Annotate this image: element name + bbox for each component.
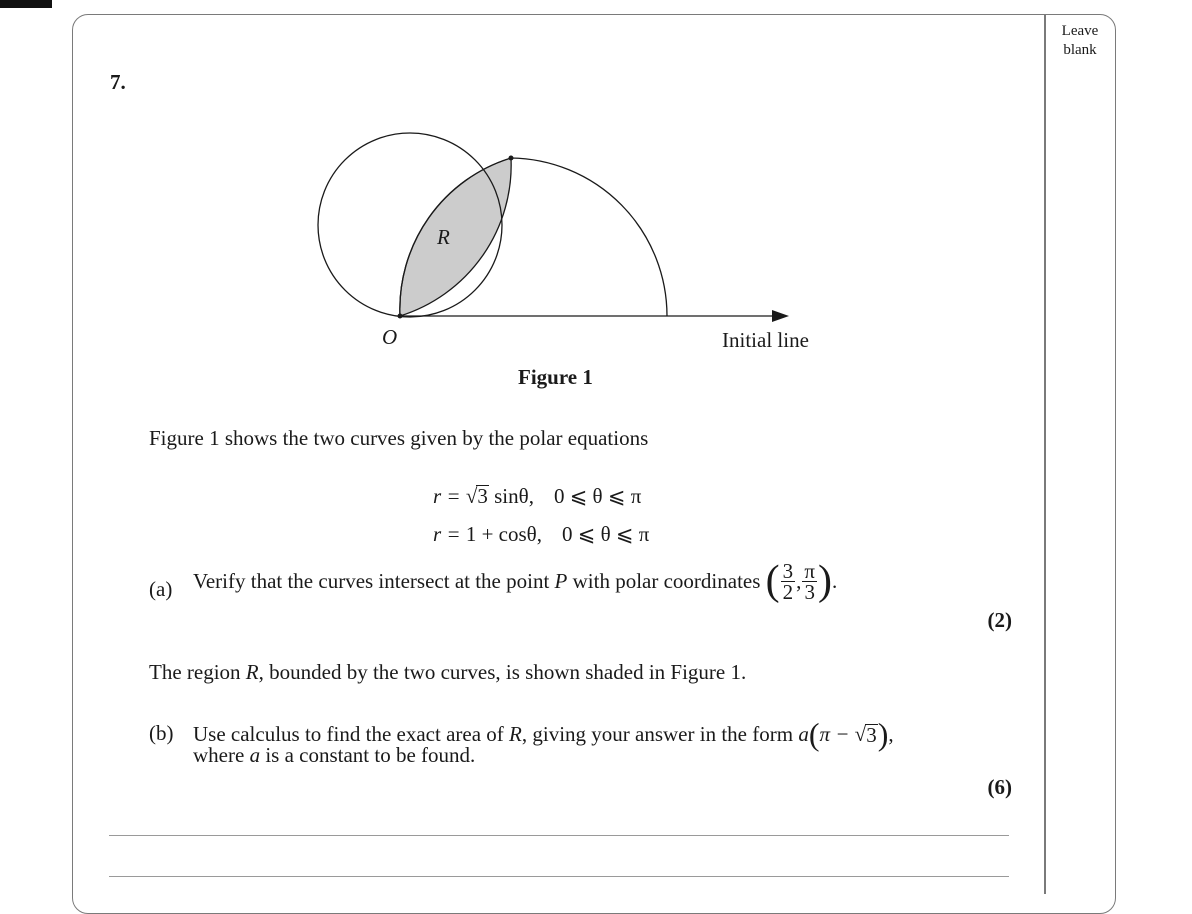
answer-line[interactable] [109, 835, 1009, 836]
part-b-line-1: Use calculus to find the exact area of R, giving your answer in the form a(π − √3), [193, 716, 894, 752]
answer-line[interactable] [109, 876, 1009, 877]
eq2-domain: 0 ⩽ θ ⩽ π [562, 522, 650, 546]
part-b-marks: (6) [987, 775, 1012, 799]
region-label-r: R [437, 225, 450, 249]
initial-line-label: Initial line [722, 328, 809, 352]
eq1-lhs: r = [433, 484, 466, 508]
eq2-rhs: 1 + cosθ, [465, 522, 542, 546]
pole-label-o: O [382, 325, 398, 349]
region-description: The region R, bounded by the two curves, is shown shaded in Figure 1. [149, 660, 747, 684]
eq1-domain: 0 ⩽ θ ⩽ π [553, 484, 642, 508]
intersection-point-p [509, 156, 514, 161]
figure-1 [0, 0, 1192, 400]
pole-point-o [398, 314, 403, 319]
coord-theta-fraction: $\frac{\pi}{3}$ [804, 558, 816, 604]
initial-line-arrowhead [772, 310, 789, 322]
figure-caption: Figure 1 [518, 365, 593, 389]
part-a-text-2: with polar coordinates [567, 569, 766, 593]
part-a-label: (a) [149, 577, 173, 601]
equation-1: r = √3 sinθ, 0 ⩽ θ ⩽ π [433, 484, 642, 508]
eq1-rhs: sinθ, [488, 484, 534, 508]
part-b-label: (b) [149, 721, 174, 745]
part-a-text-1: Verify that the curves intersect at the point [193, 569, 555, 593]
leave-blank-label: Leave blank [1061, 23, 1099, 58]
part-b-line-2: where a is a constant to be found. [193, 743, 476, 767]
part-a-marks: (2) [987, 608, 1012, 632]
eq1-root: 3 [477, 484, 488, 508]
question-number: 7. [110, 70, 126, 94]
intro-text: Figure 1 shows the two curves given by the polar equations [149, 426, 649, 450]
part-a-point: P [554, 569, 568, 593]
eq2-lhs: r = [433, 522, 466, 546]
coord-r-fraction: $\frac{3}{2}$ [782, 558, 794, 604]
part-a-text: Verify that the curves intersect at the point P with polar coordinates ( $\frac{3}{2}$ , $\frac{\pi}{3}$ ). [193, 558, 838, 604]
equation-2 [433, 522, 649, 547]
